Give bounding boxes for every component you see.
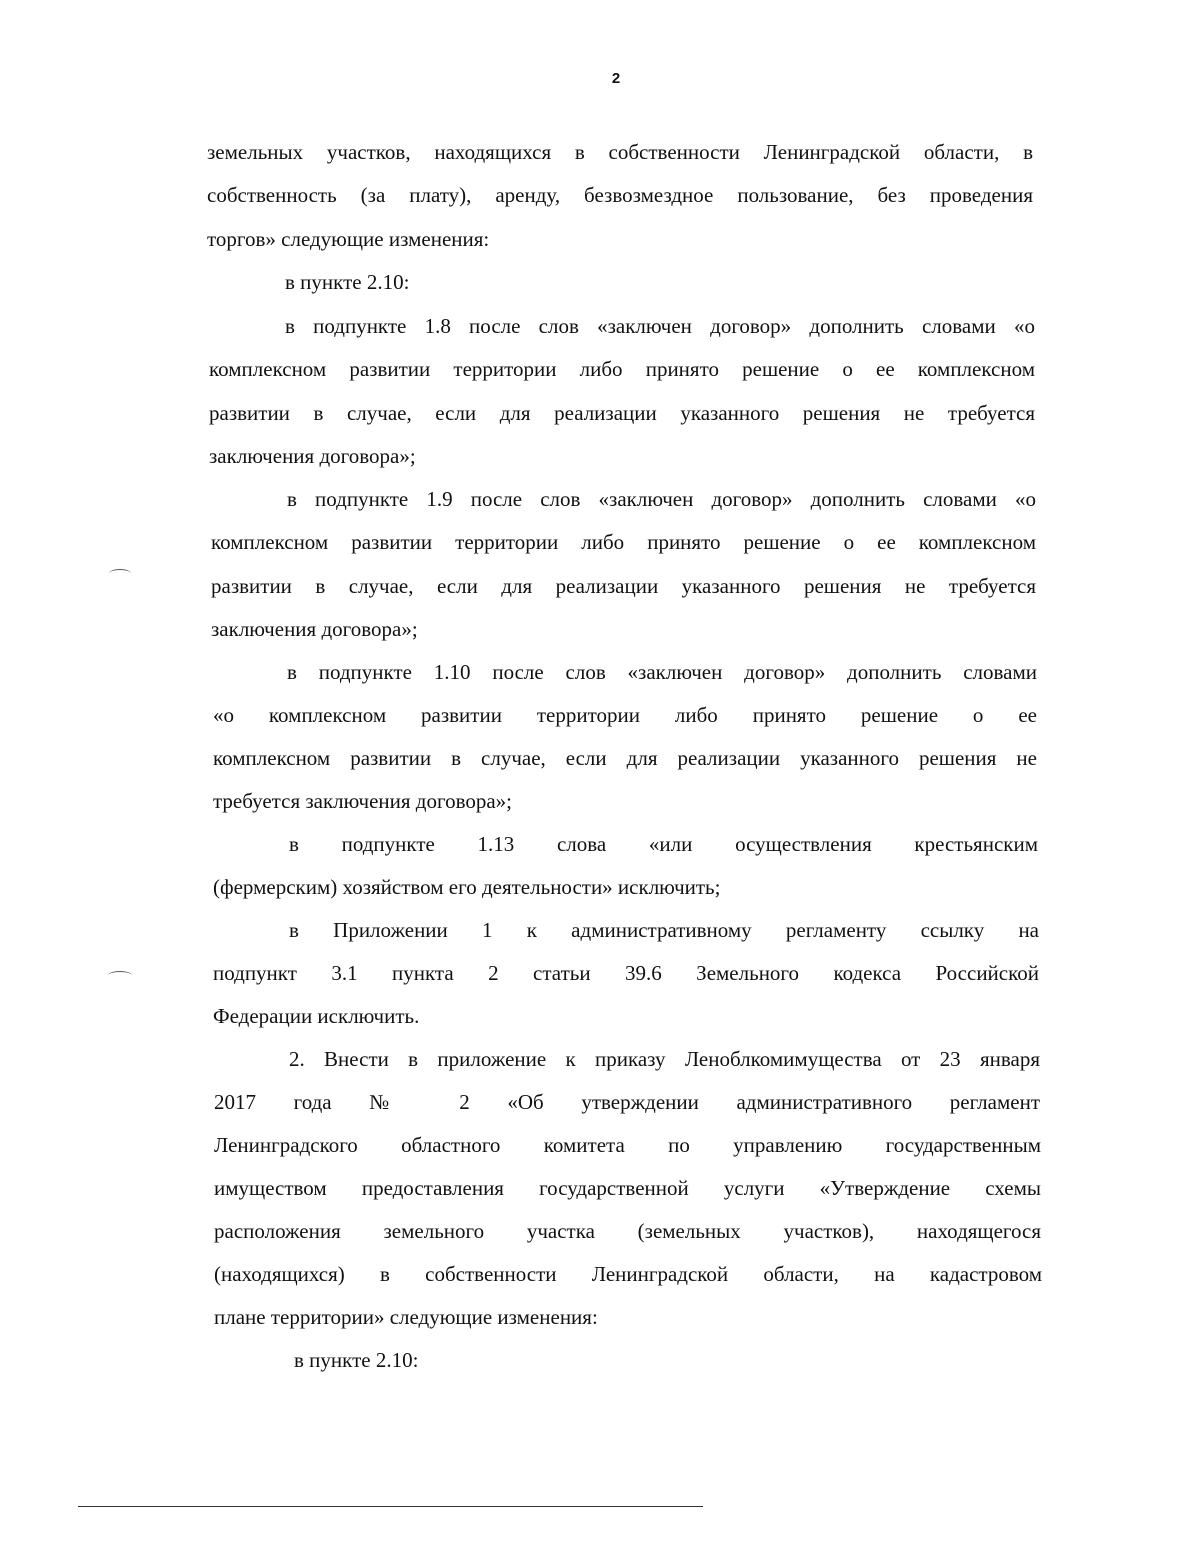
text-line: развитии в случае, если для реализации указанного решения не требуется [209, 401, 1035, 425]
text-line: имуществом предоставления государственной услуги «Утверждение схемы [214, 1176, 1041, 1200]
text-line: заключения договора»; [211, 617, 418, 641]
text-line: комплексном развитии территории либо принято решение о ее комплексном [211, 530, 1036, 554]
footer-rule [78, 1506, 703, 1507]
text-line: «о комплексном развитии территории либо принято решение о ее [213, 703, 1037, 727]
text-line: 2. Внести в приложение к приказу Леноблкомимущества от 23 января [289, 1047, 1040, 1071]
text-line: развитии в случае, если для реализации указанного решения не требуется [211, 574, 1036, 598]
margin-scan-mark [108, 971, 132, 980]
text-line: Ленинградского областного комитета по управлению государственным [214, 1133, 1041, 1157]
page-number: 2 [611, 70, 621, 87]
text-line: в подпункте 1.8 после слов «заключен договор» дополнить словами «о [285, 314, 1035, 338]
text-line: Федерации исключить. [213, 1004, 420, 1028]
text-line: земельных участков, находящихся в собственности Ленинградской области, в [207, 140, 1033, 164]
text-line: в подпункте 1.13 слова «или осуществления крестьянским [289, 832, 1038, 856]
text-line: 2017 года № 2 «Об утверждении административного регламент [214, 1090, 1040, 1114]
text-line: плане территории» следующие изменения: [214, 1305, 598, 1329]
text-line: в подпункте 1.10 после слов «заключен договор» дополнить словами [287, 660, 1037, 684]
text-line: комплексном развитии в случае, если для реализации указанного решения не [213, 746, 1037, 770]
text-line: собственность (за плату), аренду, безвозмездное пользование, без проведения [207, 183, 1033, 207]
text-line: комплексном развитии территории либо принято решение о ее комплексном [209, 357, 1035, 381]
text-line: (фермерским) хозяйством его деятельности» исключить; [213, 875, 721, 899]
text-line: (находящихся) в собственности Ленинградской области, на кадастровом [214, 1262, 1042, 1286]
text-line: в подпункте 1.9 после слов «заключен договор» дополнить словами «о [287, 487, 1036, 511]
text-line: подпункт 3.1 пункта 2 статьи 39.6 Земельного кодекса Российской [213, 961, 1039, 985]
text-line: в пункте 2.10: [285, 270, 410, 294]
text-line: в Приложении 1 к административному регламенту ссылку на [289, 918, 1039, 942]
text-line: в пункте 2.10: [294, 1348, 419, 1372]
text-line: заключения договора»; [209, 444, 416, 468]
text-line: расположения земельного участка (земельных участков), находящегося [214, 1219, 1041, 1243]
margin-scan-mark [109, 569, 131, 578]
text-line: требуется заключения договора»; [213, 789, 513, 813]
text-line: торгов» следующие изменения: [207, 227, 490, 251]
